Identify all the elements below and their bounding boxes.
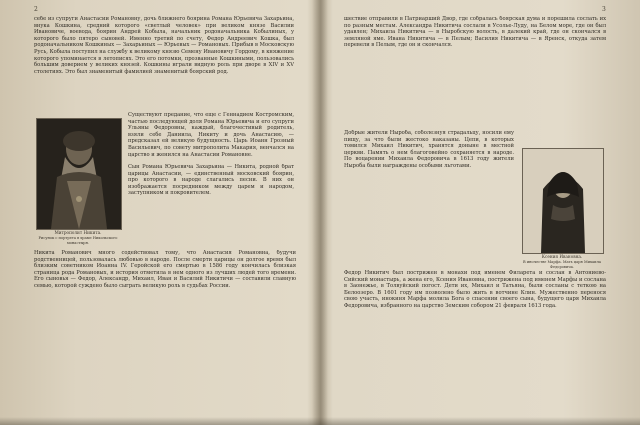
left-figure-caption-sub: Рисунок с портрета в храме Никольского монастыря. bbox=[38, 236, 118, 245]
left-text-middle: Существуют предание, что еще с Геннадием Костромским, частью последующей доля Романа Юрьевича и его супруги Ульяны Федоровны, каждый, благочестивый родитель, взяли себе Даниила, Никиту и дочь Анастасию, — предсказал ей великую будущность. Царь Иоанн Грозный Васильевич, по совету митрополита Макария, венчался на царство и женился на Анастасии Романовне. bbox=[128, 112, 294, 158]
left-page-number: 2 bbox=[34, 6, 38, 13]
portrait-kseniya bbox=[522, 148, 604, 254]
right-text-bottom: Федор Никитич был пострижен в монахи под именем Филарета и сослан в Антониево-Сийский монастырь, а жена его, Ксения Ивановна, пострижена под именем Марфы и сослана в Заонежье, в Толвуйский погост. Дети их, Михаил и Татьяна, были сосланы с теткою на Белоозеро. В 1601 году им позволено было жить в вотчине Клин. Мужественно перенося свою участь, инокиня Марфа молила Бога о спасении своего сына, будущего царя Михаила Федоровича, избранного на царство Земским собором 21 февраля 1613 года. bbox=[344, 270, 606, 309]
left-text-right-column: Сын Романа Юрьевича Захарьина — Никита, родной брат царицы Анастасии, — единственный московский боярин, про которого в народе слагались песни. В них он изображается посредником между царем и народом, заступником и покровителем. bbox=[128, 164, 294, 197]
left-figure-caption-title: Митрополит Никита. bbox=[54, 230, 102, 235]
left-text-top: себе из супруги Анастасии Романовну, дочь ближнего боярина Романа Юрьевича Захарьина, внука Кошкина, средний которого «светлый человек» при великом князе Василии Ивановиче, воевода, боярин Андрей Кобыла, начальник родоначальника Кобылиных, у которого было пятеро сыновей. Именно третий по счету, Федор Андреевич Кошка, был родоначальником Кошкиных — Захарьиных — Юрьевых — Романовых. Прибыв в Московскую Русь, Кобыла поступил на службу к великому князю Семену Ивановичу Гордому, в княжение которого упоминается в летописях. Это его потомки, прозванные Кошкиными, пользовались большим доверием у великих князей. Кошкины играли видную роль при дворе в XIV и XV столетиях. Это был знаменитый фамилией знаменитый боярский род. bbox=[34, 16, 294, 75]
right-figure-caption-title: Ксения Ивановна. bbox=[541, 254, 583, 259]
left-text-bottom: Никита Романович много содействовал тому, что Анастасия Романовна, будучи родственницей, пользовалась любовью в народе. После смерти царицы он долгое время был близким советником Иоанна IV. Геройской его смертью в 1586 году кончилась близкая страница рода Романовых, и история отметила в нем одного из лучших людей того времени. Его сыновья — Федор, Александр, Михаил, Иван и Василий Никитичи — составили славную семью, которой суждено было сыграть великую роль в судьбах России. bbox=[34, 250, 296, 289]
right-page-number: 3 bbox=[602, 6, 606, 13]
book-gutter bbox=[312, 0, 328, 425]
right-figure-caption-sub: В иночестве Марфа. Мать царя Михаила Федоровича. bbox=[522, 260, 602, 269]
right-text-top: шествие отправили в Патриарший Двор, где собралась боярская дума и порешила сослать их по разным местам. Александра Никитича сослали в Усолье-Луду, на Белом море, где он был удавлен; Михаила Никитича — в Ныробскую волость, в далекий край, где он скончался в земляной яме. Ивана Никитича — в Пелым; Василия Никитича — в Яренск, откуда затем перевели в Пелым, где он и скончался. bbox=[344, 16, 606, 49]
portrait-nikita bbox=[36, 118, 122, 230]
page-bottom-edge bbox=[0, 417, 640, 425]
portrait-kseniya-image bbox=[523, 149, 603, 253]
right-text-middle: Добрые жители Ныроба, соболезнуя страдальцу, носили ему пищу, за что были жестоко наказаны. Цепи, в которых томился Михаил Никитич, хранятся доныне в местной церкви. Память о нем благоговейно сохраняется в народе. По воцарении Михаила Федоровича в 1613 году жители Ныроба были награждены особыми льготами. bbox=[344, 130, 514, 169]
portrait-nikita-image bbox=[37, 119, 121, 229]
